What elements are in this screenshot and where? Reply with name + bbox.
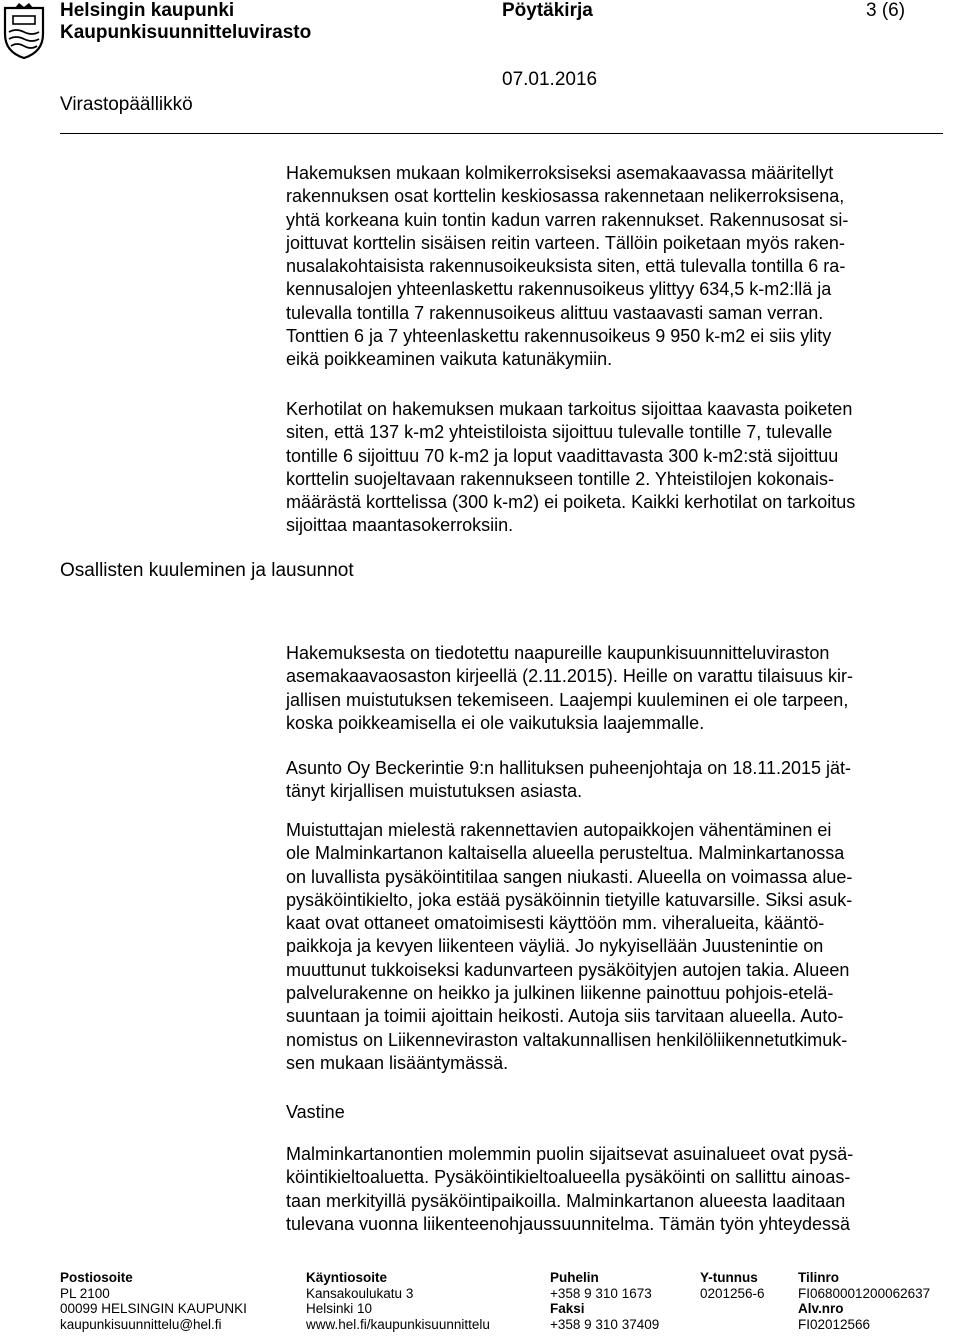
text-line: ole Malminkartanon kaltaisella alueella perusteltua. Malminkartanossa (286, 843, 845, 864)
footer-value: PL 2100 (60, 1285, 110, 1301)
text-line: palvelurakenne on heikko ja julkinen liikenne painottuu pohjois-etelä- (286, 983, 834, 1004)
document-date: 07.01.2016 (502, 69, 598, 90)
text-line: Hakemuksesta on tiedotettu naapureille kaupunkisuunnitteluviraston (286, 643, 830, 663)
text-line: rakennuksen osat korttelin keskiosassa rakennetaan nelikerroksisena, (286, 186, 845, 207)
text-line: Asunto Oy Beckerintie 9:n hallituksen puheenjohtaja on 18.11.2015 jät- (286, 758, 852, 778)
footer-label: Faksi (550, 1301, 585, 1317)
text-line: suuntaan ja toimii ajoittain heikosti. Autoja siis tarvitaan alueella. Auto- (286, 1006, 844, 1027)
footer-value: FI0680001200062637 (798, 1285, 931, 1301)
helsinki-coat-of-arms-logo (2, 2, 46, 60)
text-line: tontille 6 sijoittuu 70 k-m2 ja loput vaadittavasta 300 k-m2:stä sijoittuu (286, 445, 839, 466)
paragraph-objection-content (286, 819, 946, 1075)
footer-label: Y-tunnus (700, 1270, 758, 1285)
vastine-heading: Vastine (286, 1102, 345, 1122)
section-heading-consultation: Osallisten kuuleminen ja lausunnot (60, 560, 354, 581)
text-line: sen mukaan lisääntymässä. (286, 1052, 509, 1073)
text-line: Hakemuksen mukaan kolmikerroksiseksi asemakaavassa määritellyt (286, 163, 834, 183)
footer-business-id (700, 1270, 765, 1301)
footer-email: kaupunkisuunnittelu@hel.fi (60, 1316, 222, 1332)
paragraph-objection-filed (286, 757, 946, 804)
text-line: nomistus on Liikenneviraston valtakunnallisen henkilöliikennetutkimuk- (286, 1029, 848, 1050)
document-type: Pöytäkirja (502, 0, 593, 21)
text-line: Muistuttajan mielestä rakennettavien autopaikkojen vähentäminen ei (286, 820, 832, 840)
text-line: eikä poikkeaminen vaikuta katunäkymiin. (286, 349, 613, 370)
paragraph-response (286, 1143, 946, 1236)
paragraph-derogation (286, 162, 946, 372)
text-line: koska poikkeamisella ei ole vaikutuksia laajemmalle. (286, 712, 705, 733)
text-line: kaat ovat ottaneet omatoimisesti käyttöön mm. viheralueita, kääntö- (286, 913, 825, 934)
text-line: sijoittaa maantasokerroksiin. (286, 515, 514, 536)
text-line: jallisen muistutuksen tekemiseen. Laajempi kuuleminen ei ole tarpeen, (286, 689, 849, 710)
text-line: nusalakohtaisista rakennusoikeuksista siten, että tulevalla tontilla 6 ra- (286, 256, 846, 277)
footer-value: +358 9 310 37409 (550, 1316, 660, 1332)
footer-value: +358 9 310 1673 (550, 1285, 652, 1301)
text-line: paikkoja ja kevyen liikenteen väyliä. Jo nykyisellään Juustenintie on (286, 936, 824, 957)
footer-value: Kansakoulukatu 3 (306, 1285, 414, 1301)
text-line: joittuvat korttelin sisäisen reitin varteen. Tällöin poiketaan myös raken- (286, 232, 845, 253)
text-line: muuttunut tukkoiseksi kadunvarteen pysäköityjen autojen takia. Alueen (286, 959, 850, 980)
footer-bank-account (798, 1270, 930, 1332)
footer-value: 00099 HELSINGIN KAUPUNKI (60, 1301, 247, 1317)
text-line: kennusalojen yhteenlaskettu rakennusoikeus ylittyy 634,5 k-m2:llä ja (286, 279, 832, 300)
text-line: Tonttien 6 ja 7 yhteenlaskettu rakennusoikeus 9 950 k-m2 ei siis ylity (286, 326, 832, 347)
paragraph-neighbours-informed (286, 642, 946, 735)
text-line: tulevana vuonna liikenteenohjaussuunnitelma. Tämän työn yhteydessä (286, 1213, 851, 1234)
footer-label: Alv.nro (798, 1301, 844, 1317)
paragraph-club-rooms (286, 398, 946, 538)
text-line: Malminkartanontien molemmin puolin sijaitsevat asuinalueet ovat pysä- (286, 1144, 854, 1164)
text-line: pysäköintikielto, joka estää pysäköinnin tietyille katuvarsille. Siksi asuk- (286, 889, 853, 910)
text-line: korttelin suojeltavaan rakennukseen tontille 2. Yhteistilojen kokonais- (286, 468, 834, 489)
text-line: tulevalla tontilla 7 rakennusoikeus alittuu vastaavasti saman verran. (286, 302, 824, 323)
footer-value: FI02012566 (798, 1316, 871, 1332)
text-line: siten, että 137 k-m2 yhteistiloista sijoittuu tulevalle tontille 7, tulevalle (286, 422, 833, 443)
footer-phone (550, 1270, 659, 1332)
department-name: Virastopäällikkö (60, 94, 193, 115)
text-line: yhtä korkeana kuin tontin kadun varren rakennukset. Rakennusosat si- (286, 209, 849, 230)
footer-postal-address (60, 1270, 247, 1332)
text-line: määrästä korttelissa (300 k-m2) ei poiketa. Kaikki kerhotilat on tarkoitus (286, 492, 856, 513)
organization-name: Helsingin kaupunki (60, 0, 235, 21)
text-line: taan merkityillä pysäköintipaikoilla. Malminkartanon alueesta laaditaan (286, 1190, 846, 1211)
page-number: 3 (6) (866, 0, 906, 21)
footer-label: Tilinro (798, 1270, 840, 1285)
footer-label: Postiosoite (60, 1270, 133, 1285)
footer-label: Käyntiosoite (306, 1270, 388, 1285)
footer-visiting-address (306, 1270, 490, 1332)
text-line: asemakaavaosaston kirjeellä (2.11.2015). Heille on varattu tilaisuus kir- (286, 666, 853, 687)
text-line: Kerhotilat on hakemuksen mukaan tarkoitus sijoittaa kaavasta poiketen (286, 399, 853, 419)
agency-name: Kaupunkisuunnitteluvirasto (60, 22, 312, 43)
header-divider (60, 133, 943, 134)
text-line: köintikieltoaluetta. Pysäköintikieltoalueella pysäköinti on sallittu ainoas- (286, 1167, 851, 1188)
text-line: on luvallista pysäköintitilaa sangen niukasti. Alueella on voimassa alue- (286, 866, 853, 887)
text-line: tänyt kirjallisen muistutuksen asiasta. (286, 781, 583, 802)
footer-value: 0201256-6 (700, 1285, 765, 1301)
footer-label: Puhelin (550, 1270, 599, 1285)
footer-value: Helsinki 10 (306, 1301, 373, 1317)
footer-website: www.hel.fi/kaupunkisuunnittelu (306, 1316, 490, 1332)
